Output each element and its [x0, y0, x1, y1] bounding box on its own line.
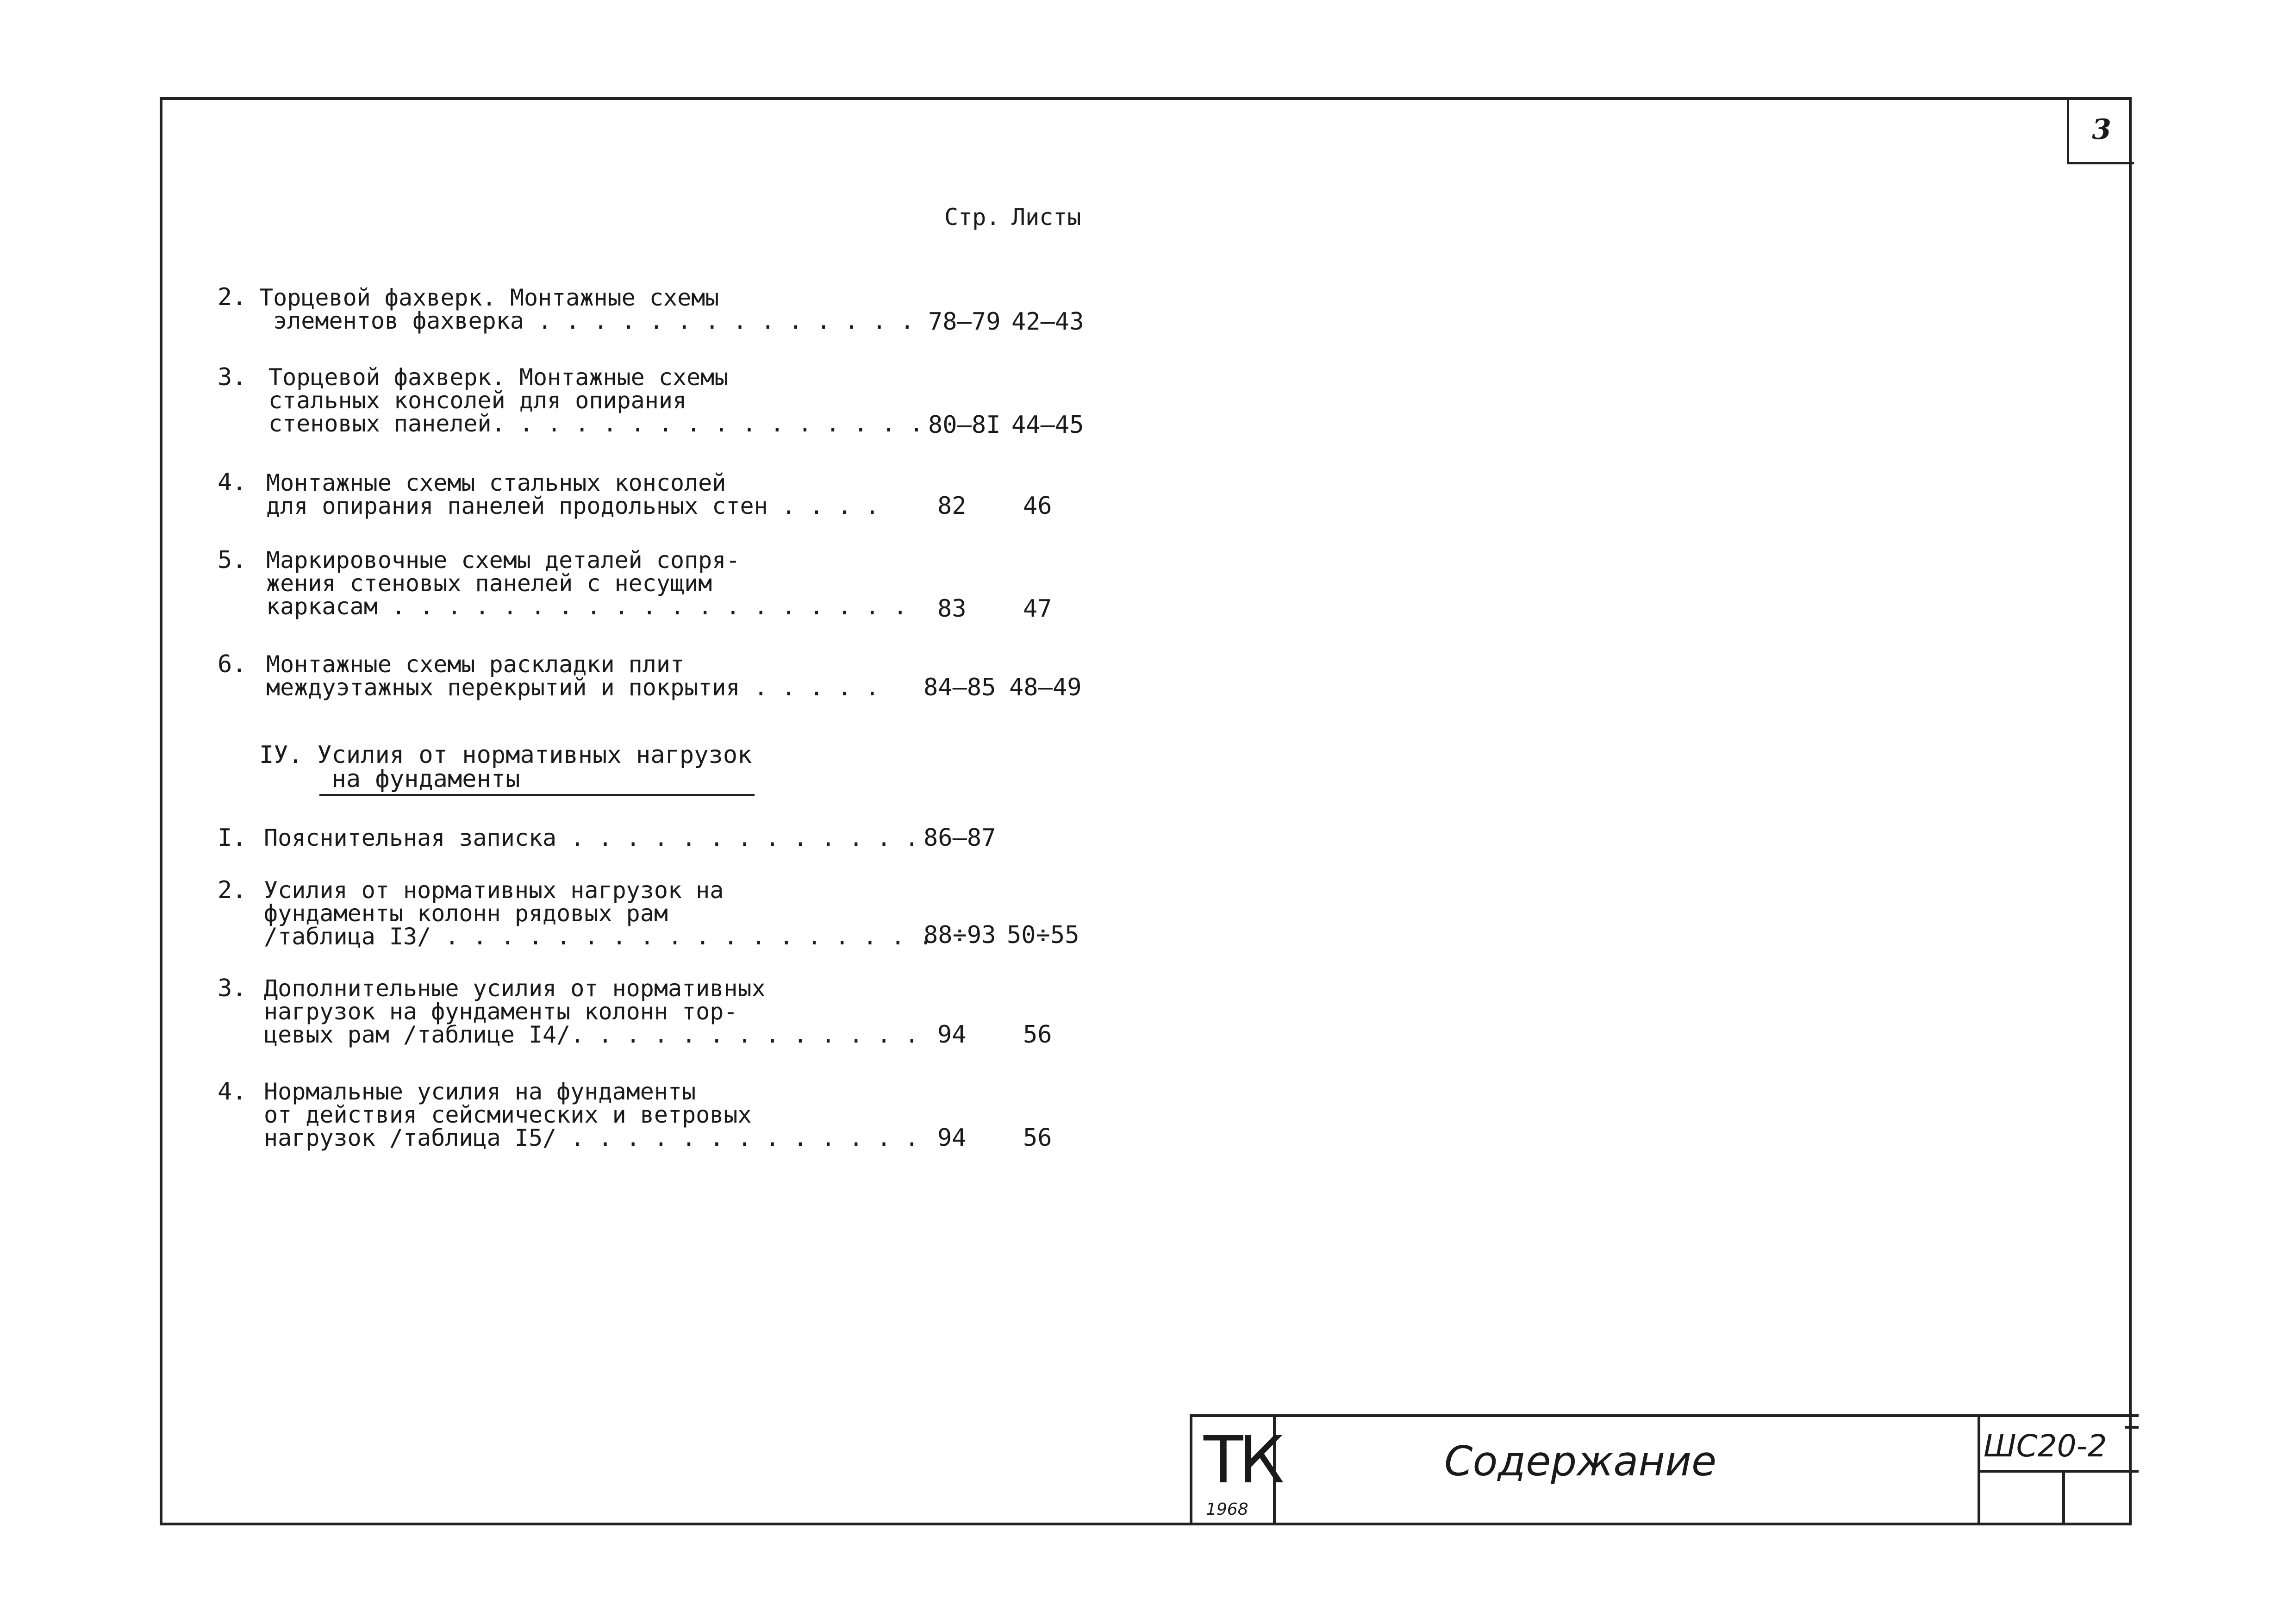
col-header-page: Стр.: [944, 204, 1000, 231]
document-code: ШС20-2: [1984, 1428, 2107, 1464]
page-number: 3: [2092, 113, 2111, 146]
entry-pages: 86–87: [923, 824, 996, 852]
entry-sheets: 50÷55: [1007, 921, 1079, 949]
title-block-line: [1190, 1414, 1192, 1525]
entry-pages: 80–8I: [928, 411, 1001, 439]
entry-number: 5.: [218, 546, 247, 574]
page-number-box: [2067, 97, 2134, 164]
entry-text: Нормальные усилия на фундаменты от действия сейсмических и ветровых нагрузок /таблица I5/ . . . . . . . . . . . . .: [264, 1078, 919, 1151]
title-block-line: [2062, 1470, 2065, 1525]
entry-number: 4.: [218, 1078, 247, 1106]
entry-text: Торцевой фахверк. Монтажные схемы элементов фахверка . . . . . . . . . . . . . .: [259, 284, 914, 334]
entry-pages: 88÷93: [923, 921, 996, 949]
entry-text: Монтажные схемы раскладки плит междуэтажных перекрытий и покрытия . . . . .: [266, 651, 880, 701]
entry-text: Торцевой фахверк. Монтажные схемы стальных консолей для опирания стеновых панелей. . . . . . . . . . . . . . . .: [268, 364, 923, 437]
col-header-sheets: Листы: [1011, 204, 1081, 231]
entry-text: Дополнительные усилия от нормативных нагрузок на фундаменты колонн тор- цевых рам /таблице I4/. . . . . . . . . . . . .: [264, 975, 919, 1048]
entry-sheets: 47: [1023, 595, 1052, 623]
title-block-line: [1978, 1470, 2139, 1473]
entry-pages: 82: [937, 492, 967, 520]
entry-number: I.: [218, 824, 247, 852]
entry-number: 6.: [218, 650, 247, 678]
entry-number: 2.: [218, 876, 247, 904]
entry-text: Усилия от нормативных нагрузок на фундаменты колонн рядовых рам /таблица I3/ . . . . . . . . . . . . . . . . . .: [264, 877, 933, 950]
title-block-line: [1190, 1414, 2139, 1417]
entry-number: 3.: [218, 974, 247, 1002]
entry-text: Маркировочные схемы деталей сопря- жения стеновых панелей с несущим каркасам . . . . . . . . . . . . . . . . . . .: [266, 547, 907, 620]
entry-number: 2.: [218, 283, 247, 311]
entry-pages: 83: [937, 595, 967, 623]
section-underline: [319, 794, 755, 796]
entry-sheets: 42–43: [1011, 308, 1084, 336]
entry-sheets: 56: [1023, 1124, 1052, 1152]
entry-pages: 94: [937, 1021, 967, 1049]
entry-sheets: 48–49: [1009, 674, 1082, 701]
entry-sheets: 46: [1023, 492, 1052, 520]
logo-year: 1968: [1206, 1500, 1248, 1519]
entry-sheets: 56: [1023, 1021, 1052, 1049]
entry-text: Монтажные схемы стальных консолей для опирания панелей продольных стен . . . .: [266, 469, 880, 519]
entry-sheets: 44–45: [1011, 411, 1084, 439]
organization-logo: ТК: [1204, 1423, 1280, 1498]
entry-number: 4.: [218, 468, 247, 496]
entry-number: 3.: [218, 363, 247, 391]
entry-pages: 94: [937, 1124, 967, 1152]
section-heading: IУ. Усилия от нормативных нагрузок на фундаменты: [259, 741, 752, 793]
sheet-title: Содержание: [1444, 1437, 1717, 1485]
entry-pages: 78–79: [928, 308, 1001, 336]
entry-text: Пояснительная записка . . . . . . . . . . . . .: [264, 824, 919, 851]
frame-line: [2125, 1426, 2139, 1429]
entry-pages: 84–85: [923, 674, 996, 701]
